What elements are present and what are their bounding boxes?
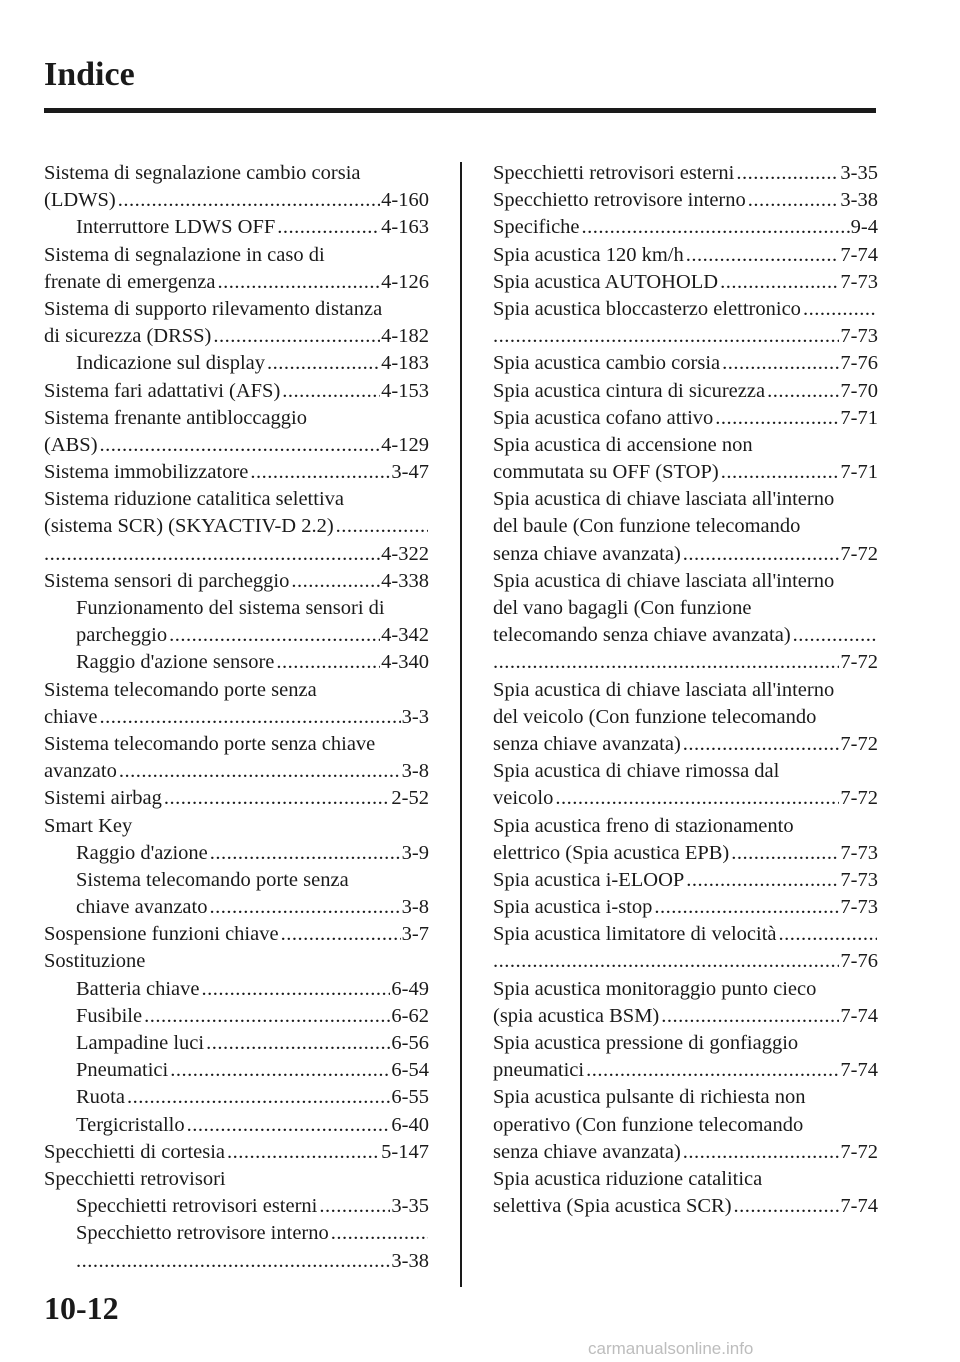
index-entry-text: Funzionamento del sistema sensori di — [76, 597, 385, 619]
index-entry — [493, 187, 878, 214]
index-entry-text: chiave avanzato — [76, 896, 208, 919]
index-entry — [44, 894, 429, 921]
index-entry — [493, 622, 878, 649]
index-entry — [493, 595, 878, 622]
column-divider — [460, 162, 462, 1287]
index-entry — [44, 677, 429, 704]
index-entry-text: operativo (Con funzione telecomando — [493, 1113, 804, 1136]
index-entry-page: 4-342 — [381, 624, 429, 647]
index-entry — [493, 160, 878, 187]
index-entry — [493, 269, 878, 296]
index-entry — [44, 731, 429, 758]
index-entry-page: 7-76 — [840, 352, 878, 375]
dot-leader — [493, 323, 839, 350]
index-entry-text: Spia acustica i-stop — [493, 896, 653, 919]
index-entry-text: elettrico (Spia acustica EPB) — [493, 841, 730, 864]
index-entry — [44, 1057, 429, 1084]
index-entry-page: 7-73 — [840, 841, 878, 864]
index-entry — [44, 1112, 429, 1139]
dot-leader — [722, 350, 839, 377]
index-entry — [44, 1139, 429, 1166]
index-entry — [44, 1248, 429, 1275]
index-entry-text: Indicazione sul display — [76, 352, 266, 375]
index-entry — [493, 1030, 878, 1057]
index-entry-text: Sospensione funzioni chiave — [44, 923, 279, 946]
index-entry-text: parcheggio — [76, 624, 168, 647]
index-entry — [493, 323, 878, 350]
index-entry-page: 7-73 — [840, 270, 878, 293]
page-number: 10-12 — [44, 1290, 119, 1326]
index-entry-text: senza chiave avanzata) — [493, 1140, 681, 1163]
index-entry — [44, 296, 429, 323]
dot-leader — [793, 622, 877, 649]
index-entry — [44, 214, 429, 241]
index-entry — [44, 568, 429, 595]
index-entry-text: pneumatici — [493, 1059, 585, 1082]
index-entry-page: 7-72 — [840, 1140, 878, 1163]
index-entry — [493, 704, 878, 731]
index-entry — [493, 731, 878, 758]
index-entry — [493, 568, 878, 595]
index-entry — [44, 1030, 429, 1057]
index-entry-text: Sistema di segnalazione cambio corsia — [44, 162, 361, 184]
dot-leader — [586, 1057, 839, 1084]
index-entry-text: frenate di emergenza — [44, 270, 216, 293]
index-entry-text: Sistema telecomando porte senza — [76, 868, 349, 891]
index-entry — [493, 677, 878, 704]
index-entry — [493, 948, 878, 975]
index-entry — [44, 432, 429, 459]
dot-leader — [170, 1057, 390, 1084]
index-entry-text: Spia acustica freno di stazionamento — [493, 814, 794, 837]
index-entry — [493, 459, 878, 486]
index-entry-text: Spia acustica pressione di gonfiaggio — [493, 1032, 799, 1054]
dot-leader — [336, 513, 428, 540]
index-entry — [44, 595, 429, 622]
dot-leader — [119, 758, 401, 785]
index-entry-text: Sistema telecomando porte senza — [44, 678, 317, 701]
index-entry — [44, 242, 429, 269]
index-entry — [493, 296, 878, 323]
index-entry-text: Raggio d'azione — [76, 841, 208, 864]
index-entry-page: 3-47 — [391, 461, 429, 484]
index-entry-page: 7-71 — [840, 461, 878, 484]
index-entry — [44, 160, 429, 187]
index-entry-text: Spia acustica 120 km/h — [493, 243, 684, 266]
page-title: Indice — [44, 56, 135, 93]
index-entry — [493, 486, 878, 513]
index-entry — [44, 1003, 429, 1030]
dot-leader — [202, 976, 391, 1003]
index-entry-text: Lampadine luci — [76, 1032, 205, 1054]
index-entry-page: 6-62 — [391, 1004, 429, 1027]
dot-leader — [164, 785, 391, 812]
index-entry-text: Interruttore LDWS OFF — [76, 216, 276, 239]
index-entry — [44, 459, 429, 486]
index-entry-page: 7-73 — [840, 868, 878, 891]
index-entry-text: Specchietti retrovisori esterni — [76, 1195, 318, 1218]
index-entry — [493, 921, 878, 948]
index-entry-page: 7-74 — [840, 1059, 878, 1082]
dot-leader — [218, 269, 381, 296]
index-entry-text: del baule (Con funzione telecomando — [493, 515, 801, 538]
index-entry — [493, 242, 878, 269]
index-entry-text: Sistema di supporto rilevamento distanza — [44, 297, 383, 320]
dot-leader — [683, 731, 840, 758]
index-entry — [493, 813, 878, 840]
dot-leader — [118, 187, 380, 214]
index-entry-text: selettiva (Spia acustica SCR) — [493, 1195, 732, 1218]
index-entry-text: Sistema frenante antibloccaggio — [44, 406, 307, 429]
index-entry-text: Ruota — [76, 1086, 125, 1109]
index-entry — [493, 1084, 878, 1111]
index-entry — [44, 378, 429, 405]
index-entry — [493, 649, 878, 676]
dot-leader — [209, 894, 400, 921]
index-entry-page: 7-70 — [840, 379, 878, 402]
index-entry-page: 3-9 — [401, 841, 429, 864]
index-entry-text: veicolo — [493, 787, 554, 810]
index-entry-text: Specifiche — [493, 216, 580, 239]
index-entry-page: 7-72 — [840, 542, 878, 565]
dot-leader — [227, 1139, 380, 1166]
index-entry-text: Specchietto retrovisore interno — [76, 1222, 329, 1245]
index-entry-text: Sistema di segnalazione in caso di — [44, 243, 325, 266]
index-entry-text: (sistema SCR) (SKYACTIV-D 2.2) — [44, 515, 334, 538]
dot-leader — [715, 405, 839, 432]
dot-leader — [654, 894, 839, 921]
dot-leader — [555, 785, 839, 812]
index-entry-page: 7-72 — [840, 787, 878, 810]
dot-leader — [250, 459, 390, 486]
dot-leader — [493, 649, 839, 676]
index-entry-text: commutata su OFF (STOP) — [493, 461, 719, 484]
dot-leader — [282, 378, 380, 405]
index-entry — [44, 1084, 429, 1111]
dot-leader — [582, 214, 850, 241]
index-entry — [44, 840, 429, 867]
index-entry-text: Sistema sensori di parcheggio — [44, 569, 290, 592]
index-entry-text: Specchietti di cortesia — [44, 1140, 226, 1163]
index-entry-text: Smart Key — [44, 814, 133, 837]
dot-leader — [210, 840, 401, 867]
dot-leader — [767, 378, 839, 405]
index-entry-text: Sistema immobilizzatore — [44, 461, 249, 484]
index-entry — [44, 704, 429, 731]
index-entry-page: 3-38 — [391, 1249, 429, 1272]
dot-leader — [144, 1003, 390, 1030]
index-entry-page: 2-52 — [391, 787, 429, 810]
index-entry-page: 6-40 — [391, 1113, 429, 1136]
dot-leader — [100, 704, 401, 731]
index-entry-page: 4-322 — [381, 542, 429, 565]
index-entry-page: 7-71 — [840, 406, 878, 429]
dot-leader — [76, 1248, 390, 1275]
index-entry — [493, 785, 878, 812]
index-entry — [493, 1193, 878, 1220]
index-entry-text: Spia acustica pulsante di richiesta non — [493, 1086, 806, 1109]
index-entry-text: Fusibile — [76, 1004, 143, 1027]
dot-leader — [276, 649, 380, 676]
index-entry — [493, 432, 878, 459]
index-entry-page: 5-147 — [381, 1140, 429, 1163]
index-entry-text: Specchietti retrovisori — [44, 1167, 226, 1190]
index-entry-text: Specchietti retrovisori esterni — [493, 162, 735, 184]
dot-leader — [100, 432, 381, 459]
index-entry-page: 3-38 — [840, 189, 878, 212]
index-entry-page: 7-74 — [840, 1195, 878, 1218]
index-entry — [44, 187, 429, 214]
dot-leader — [206, 1030, 390, 1057]
index-entry-text: Spia acustica di chiave rimossa dal — [493, 760, 780, 783]
index-entry — [493, 758, 878, 785]
watermark: carmanualsonline.info — [588, 1339, 754, 1358]
index-entry — [44, 1166, 429, 1193]
dot-leader — [686, 242, 840, 269]
index-entry-text: (spia acustica BSM) — [493, 1004, 660, 1027]
index-entry-text: senza chiave avanzata) — [493, 542, 681, 565]
dot-leader — [731, 840, 839, 867]
dot-leader — [213, 323, 380, 350]
index-entry-text: (ABS) — [44, 433, 98, 456]
index-entry-page: 7-73 — [840, 896, 878, 919]
index-entry-text: (LDWS) — [44, 189, 116, 212]
index-entry-text: Sistemi airbag — [44, 787, 162, 810]
dot-leader — [661, 1003, 839, 1030]
index-entry — [493, 976, 878, 1003]
index-entry-page: 7-73 — [840, 325, 878, 348]
index-entry — [493, 867, 878, 894]
dot-leader — [319, 1193, 390, 1220]
index-entry — [44, 350, 429, 377]
index-entry — [493, 1112, 878, 1139]
index-entry-page: 6-56 — [391, 1032, 429, 1054]
dot-leader — [720, 269, 839, 296]
index-entry — [44, 976, 429, 1003]
dot-leader — [127, 1084, 390, 1111]
index-entry-text: Spia acustica limitatore di velocità — [493, 923, 777, 946]
index-entry-page: 3-3 — [401, 705, 429, 728]
index-entry — [44, 486, 429, 513]
index-entry-text: telecomando senza chiave avanzata) — [493, 624, 791, 647]
dot-leader — [277, 214, 380, 241]
dot-leader — [683, 541, 840, 568]
index-entry-text: Sostituzione — [44, 950, 146, 973]
dot-leader — [683, 1139, 840, 1166]
index-entry — [493, 1166, 878, 1193]
dot-leader — [803, 296, 877, 323]
index-entry-text: Spia acustica cofano attivo — [493, 406, 714, 429]
index-entry-text: del veicolo (Con funzione telecomando — [493, 705, 817, 728]
dot-leader — [748, 187, 840, 214]
index-entry — [44, 867, 429, 894]
header-rule — [44, 108, 876, 113]
index-entry — [493, 405, 878, 432]
index-entry-page: 4-338 — [381, 569, 429, 592]
index-entry-page: 6-55 — [391, 1086, 429, 1109]
index-entry-page: 3-35 — [391, 1195, 429, 1218]
index-entry-text: Spia acustica i-ELOOP — [493, 868, 685, 891]
index-entry — [493, 840, 878, 867]
index-entry — [44, 1220, 429, 1247]
dot-leader — [493, 948, 839, 975]
index-entry-text: Spia acustica riduzione catalitica — [493, 1167, 763, 1190]
index-entry-text: del vano bagagli (Con funzione — [493, 597, 752, 619]
index-entry-text: Sistema fari adattativi (AFS) — [44, 379, 281, 402]
index-entry-page: 3-35 — [840, 162, 878, 184]
index-entry — [493, 894, 878, 921]
index-entry-text: senza chiave avanzata) — [493, 732, 681, 755]
index-entry-text: di sicurezza (DRSS) — [44, 325, 212, 348]
index-entry-text: Spia acustica di chiave lasciata all'interno — [493, 678, 835, 701]
index-entry-text: Spia acustica AUTOHOLD — [493, 270, 719, 293]
dot-leader — [281, 921, 401, 948]
index-entry — [493, 1057, 878, 1084]
index-entry — [493, 378, 878, 405]
index-entry-text: Sistema telecomando porte senza chiave — [44, 732, 376, 755]
dot-leader — [686, 867, 839, 894]
index-entry-page: 3-7 — [401, 923, 429, 946]
index-entry-text: Spia acustica monitoraggio punto cieco — [493, 977, 817, 1000]
dot-leader — [169, 622, 380, 649]
index-entry-page: 4-340 — [381, 651, 429, 674]
dot-leader — [734, 1193, 840, 1220]
index-entry-text: Sistema riduzione catalitica selettiva — [44, 488, 344, 511]
index-entry-page: 4-153 — [381, 379, 429, 402]
index-entry — [44, 513, 429, 540]
dot-leader — [779, 921, 878, 948]
index-entry — [44, 785, 429, 812]
dot-leader — [44, 541, 380, 568]
index-entry-page: 4-129 — [381, 433, 429, 456]
index-entry-text: chiave — [44, 705, 98, 728]
dot-leader — [291, 568, 380, 595]
index-entry — [493, 513, 878, 540]
index-entry-text: Raggio d'azione sensore — [76, 651, 275, 674]
index-entry — [44, 323, 429, 350]
index-entry — [493, 1003, 878, 1030]
index-entry-page: 6-54 — [391, 1059, 429, 1082]
index-entry — [44, 649, 429, 676]
index-entry-page: 7-74 — [840, 243, 878, 266]
index-entry-page: 4-182 — [381, 325, 429, 348]
dot-leader — [331, 1220, 428, 1247]
index-entry-page: 4-126 — [381, 270, 429, 293]
index-entry-text: Batteria chiave — [76, 977, 200, 1000]
dot-leader — [267, 350, 380, 377]
index-entry — [44, 921, 429, 948]
index-entry-text: Spia acustica di chiave lasciata all'interno — [493, 569, 835, 592]
index-entry — [44, 1193, 429, 1220]
index-entry — [493, 1139, 878, 1166]
dot-leader — [736, 160, 839, 187]
index-entry-text: Pneumatici — [76, 1059, 169, 1082]
index-entry — [493, 541, 878, 568]
index-entry — [44, 622, 429, 649]
index-entry-page: 3-8 — [401, 760, 429, 783]
index-entry-page: 4-163 — [381, 216, 429, 239]
index-entry — [44, 269, 429, 296]
index-entry-text: Spia acustica di chiave lasciata all'interno — [493, 488, 835, 511]
index-entry-page: 7-72 — [840, 732, 878, 755]
index-entry-text: Specchietto retrovisore interno — [493, 189, 746, 212]
index-entry-page: 7-74 — [840, 1004, 878, 1027]
index-entry-text: avanzato — [44, 760, 117, 783]
index-entry-page: 7-76 — [840, 950, 878, 973]
index-entry — [493, 214, 878, 241]
index-entry-page: 7-72 — [840, 651, 878, 674]
index-entry — [44, 758, 429, 785]
index-entry-page: 4-183 — [381, 352, 429, 375]
index-column-right — [493, 160, 878, 1220]
index-entry-text: Spia acustica di accensione non — [493, 433, 753, 456]
dot-leader — [721, 459, 840, 486]
index-entry-text: Spia acustica cambio corsia — [493, 352, 721, 375]
index-entry-text: Spia acustica bloccasterzo elettronico — [493, 297, 801, 320]
index-entry-page: 3-8 — [401, 896, 429, 919]
index-entry — [44, 948, 429, 975]
index-entry — [493, 350, 878, 377]
dot-leader — [187, 1112, 391, 1139]
index-column-left — [44, 160, 429, 1275]
index-entry — [44, 405, 429, 432]
index-entry-page: 9-4 — [850, 216, 878, 239]
index-entry — [44, 541, 429, 568]
index-entry-text: Tergicristallo — [76, 1113, 185, 1136]
index-entry — [44, 813, 429, 840]
index-entry-page: 6-49 — [391, 977, 429, 1000]
index-entry-page: 4-160 — [381, 189, 429, 212]
index-entry-text: Spia acustica cintura di sicurezza — [493, 379, 766, 402]
